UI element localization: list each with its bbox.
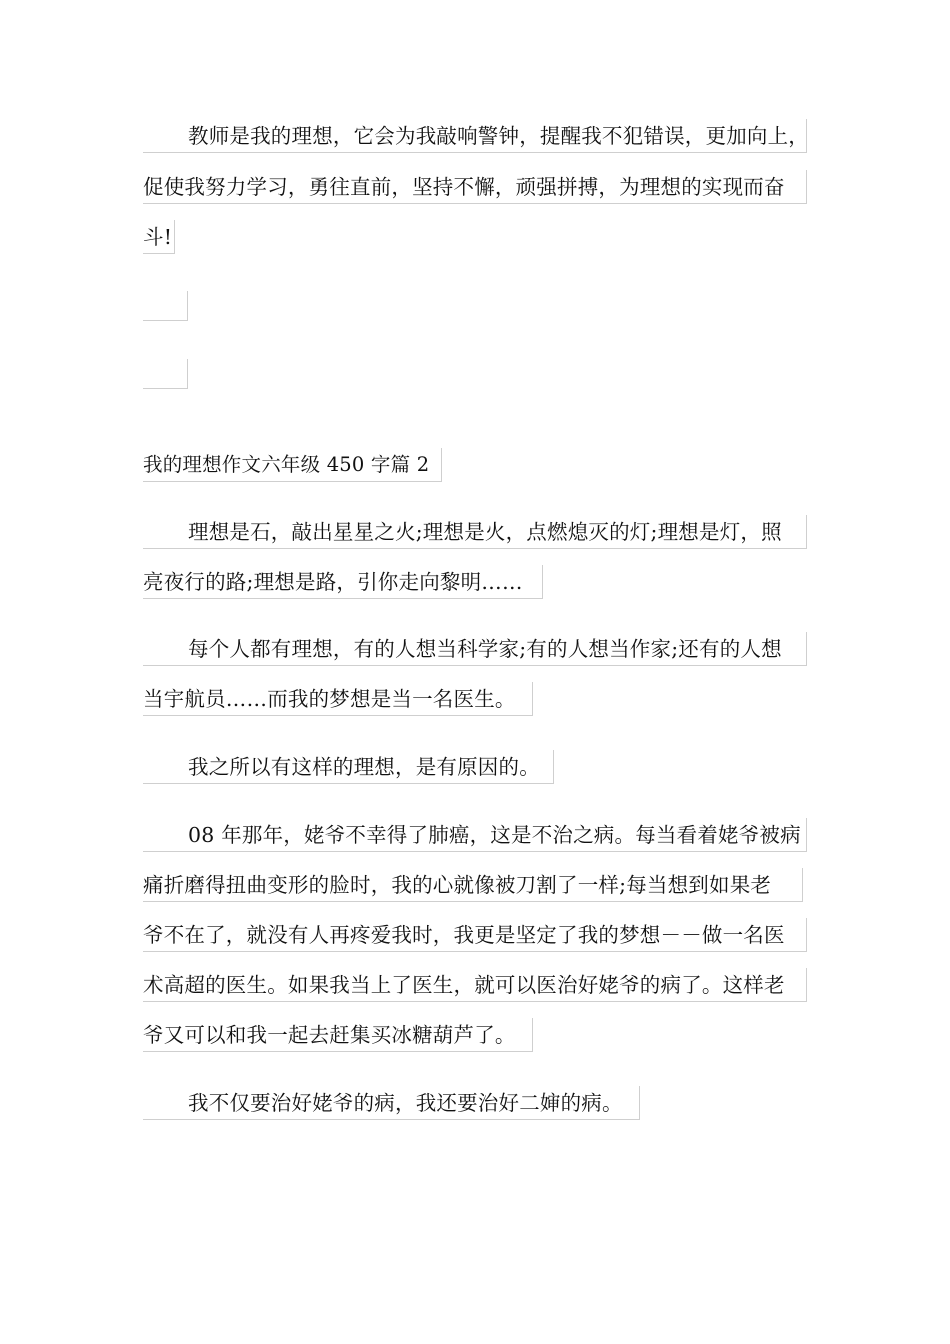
paragraph-line: 当宇航员……而我的梦想是当一名医生。: [143, 682, 533, 716]
paragraph-line: 术高超的医生。如果我当上了医生，就可以医治好姥爷的病了。这样老: [143, 968, 807, 1002]
paragraph-line: 我之所以有这样的理想，是有原因的。: [143, 750, 554, 784]
section-heading: 我的理想作文六年级 450 字篇 2: [143, 448, 442, 482]
paragraph-line: 斗!: [143, 220, 175, 254]
empty-line: [143, 291, 188, 321]
paragraph-line: 爷又可以和我一起去赶集买冰糖葫芦了。: [143, 1018, 533, 1052]
paragraph-line: 痛折磨得扭曲变形的脸时，我的心就像被刀割了一样;每当想到如果老: [143, 868, 803, 902]
paragraph-line: 08 年那年，姥爷不幸得了肺癌，这是不治之病。每当看着姥爷被病: [143, 818, 807, 852]
paragraph-line: 亮夜行的路;理想是路，引你走向黎明……: [143, 565, 543, 599]
paragraph-line: 促使我努力学习，勇往直前，坚持不懈，顽强拼搏，为理想的实现而奋: [143, 170, 807, 204]
paragraph-line: 教师是我的理想，它会为我敲响警钟，提醒我不犯错误，更加向上，: [143, 119, 807, 153]
paragraph-line: 我不仅要治好姥爷的病，我还要治好二婶的病。: [143, 1086, 640, 1120]
paragraph-line: 每个人都有理想，有的人想当科学家;有的人想当作家;还有的人想: [143, 632, 807, 666]
empty-line: [143, 359, 188, 389]
paragraph-line: 理想是石，敲出星星之火;理想是火，点燃熄灭的灯;理想是灯，照: [143, 515, 807, 549]
paragraph-line: 爷不在了，就没有人再疼爱我时，我更是坚定了我的梦想－－做一名医: [143, 918, 807, 952]
